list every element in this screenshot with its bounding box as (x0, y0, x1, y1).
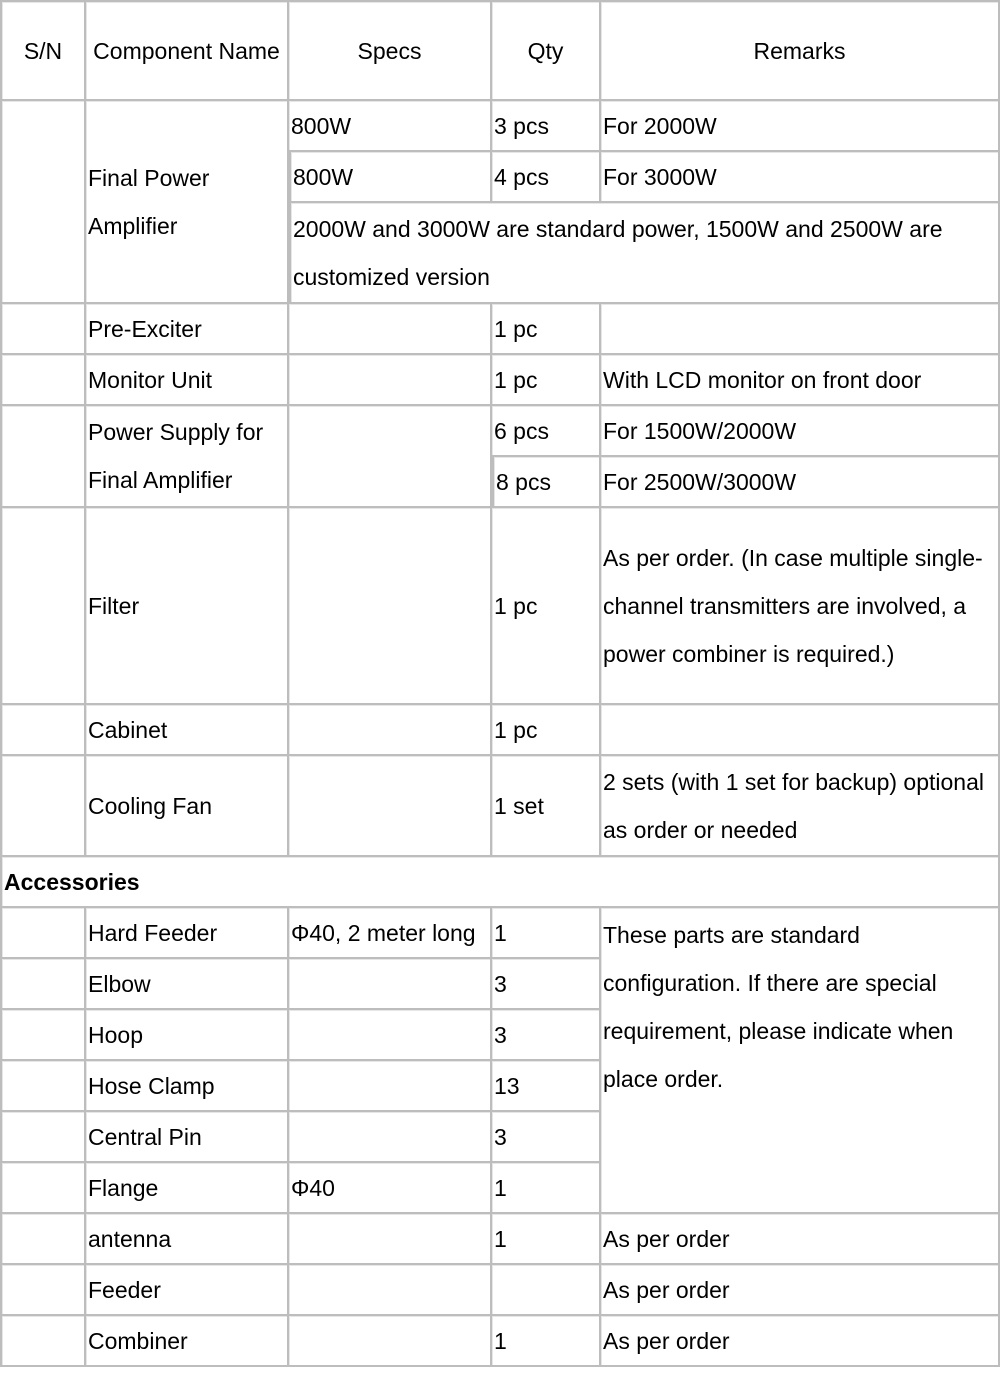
specs-cell (289, 1112, 492, 1163)
qty-cell: 3 (492, 1112, 601, 1163)
table-row (0, 756, 1000, 857)
header-component-name: Component Name (86, 0, 289, 101)
accessories-heading: Accessories (0, 857, 1000, 908)
header-remarks: Remarks (601, 0, 1000, 101)
component-name-cell: Pre-Exciter (86, 304, 289, 355)
component-name-cell: antenna (86, 1214, 289, 1265)
shared-remarks-cell: These parts are standard configuration. If there are special requirement, please indicate when place order. (601, 908, 1000, 1214)
specs-cell: Φ40, 2 meter long (289, 908, 492, 959)
remarks-cell: With LCD monitor on front door (601, 355, 1000, 406)
specs-cell (289, 508, 492, 705)
sn-cell (0, 355, 86, 406)
specs-cell (289, 1061, 492, 1112)
qty-cell: 1 pc (492, 705, 601, 756)
header-sn: S/N (0, 0, 86, 101)
sn-cell (0, 1214, 86, 1265)
specs-cell: 800W (289, 101, 492, 152)
specs-cell (289, 1214, 492, 1265)
qty-cell: 13 (492, 1061, 601, 1112)
qty-cell: 1 (492, 1163, 601, 1214)
remarks-cell: As per order (601, 1316, 1000, 1367)
header-qty: Qty (492, 0, 601, 101)
qty-cell: 1 (492, 908, 601, 959)
qty-cell: 4 pcs (492, 152, 601, 203)
sn-cell (0, 1112, 86, 1163)
specs-cell: Φ40 (289, 1163, 492, 1214)
specs-cell: 800W (289, 152, 492, 203)
qty-cell: 1 set (492, 756, 601, 857)
component-name-cell: Hose Clamp (86, 1061, 289, 1112)
table-row (0, 406, 1000, 457)
remarks-cell: For 2000W (601, 101, 1000, 152)
specs-cell (289, 756, 492, 857)
qty-cell: 1 pc (492, 508, 601, 705)
sn-cell (0, 1316, 86, 1367)
sn-cell (0, 959, 86, 1010)
sn-cell (0, 406, 86, 508)
table-row (0, 908, 1000, 959)
component-name-cell: Monitor Unit (86, 355, 289, 406)
sn-cell (0, 508, 86, 705)
component-name-cell: Feeder (86, 1265, 289, 1316)
table-row (0, 508, 1000, 705)
component-name-cell: Cooling Fan (86, 756, 289, 857)
component-name-cell: Cabinet (86, 705, 289, 756)
header-specs: Specs (289, 0, 492, 101)
specs-cell (289, 959, 492, 1010)
qty-cell: 1 (492, 1214, 601, 1265)
header-row (0, 0, 1000, 101)
specs-cell (289, 304, 492, 355)
remarks-cell: For 2500W/3000W (601, 457, 1000, 508)
qty-cell: 3 (492, 1010, 601, 1061)
qty-cell: 1 pc (492, 304, 601, 355)
qty-cell: 8 pcs (492, 457, 601, 508)
power-note-cell: 2000W and 3000W are standard power, 1500W and 2500W are customized version (289, 203, 1000, 304)
sn-cell (0, 705, 86, 756)
component-name-cell: Hoop (86, 1010, 289, 1061)
table-row (0, 304, 1000, 355)
sn-cell (0, 1265, 86, 1316)
qty-cell (492, 1265, 601, 1316)
table-row (0, 1316, 1000, 1367)
table-row (0, 1265, 1000, 1316)
component-name-cell: Central Pin (86, 1112, 289, 1163)
table-row (0, 101, 1000, 152)
component-name-cell: Flange (86, 1163, 289, 1214)
table-row (0, 705, 1000, 756)
qty-cell: 6 pcs (492, 406, 601, 457)
remarks-cell (601, 304, 1000, 355)
qty-cell: 1 pc (492, 355, 601, 406)
sn-cell (0, 756, 86, 857)
component-name-cell: Filter (86, 508, 289, 705)
remarks-cell: 2 sets (with 1 set for backup) optional as order or needed (601, 756, 1000, 857)
specs-cell (289, 406, 492, 508)
component-name-cell: Combiner (86, 1316, 289, 1367)
sn-cell (0, 1163, 86, 1214)
table-row (0, 355, 1000, 406)
component-name-cell: Hard Feeder (86, 908, 289, 959)
sn-cell (0, 101, 86, 304)
remarks-cell: As per order. (In case multiple single-channel transmitters are involved, a power combiner is required.) (601, 508, 1000, 705)
remarks-cell: For 1500W/2000W (601, 406, 1000, 457)
specs-cell (289, 1316, 492, 1367)
sn-cell (0, 1061, 86, 1112)
specs-cell (289, 1265, 492, 1316)
component-name-cell: Power Supply for Final Amplifier (86, 406, 289, 508)
remarks-cell: As per order (601, 1265, 1000, 1316)
remarks-cell (601, 705, 1000, 756)
qty-cell: 1 (492, 1316, 601, 1367)
table-row (0, 1214, 1000, 1265)
qty-cell: 3 (492, 959, 601, 1010)
specs-cell (289, 705, 492, 756)
component-name-cell: Elbow (86, 959, 289, 1010)
component-name-cell: Final Power Amplifier (86, 101, 289, 304)
qty-cell: 3 pcs (492, 101, 601, 152)
sn-cell (0, 304, 86, 355)
sn-cell (0, 908, 86, 959)
sn-cell (0, 1010, 86, 1061)
remarks-cell: As per order (601, 1214, 1000, 1265)
specs-cell (289, 1010, 492, 1061)
specs-cell (289, 355, 492, 406)
remarks-cell: For 3000W (601, 152, 1000, 203)
section-row (0, 857, 1000, 908)
